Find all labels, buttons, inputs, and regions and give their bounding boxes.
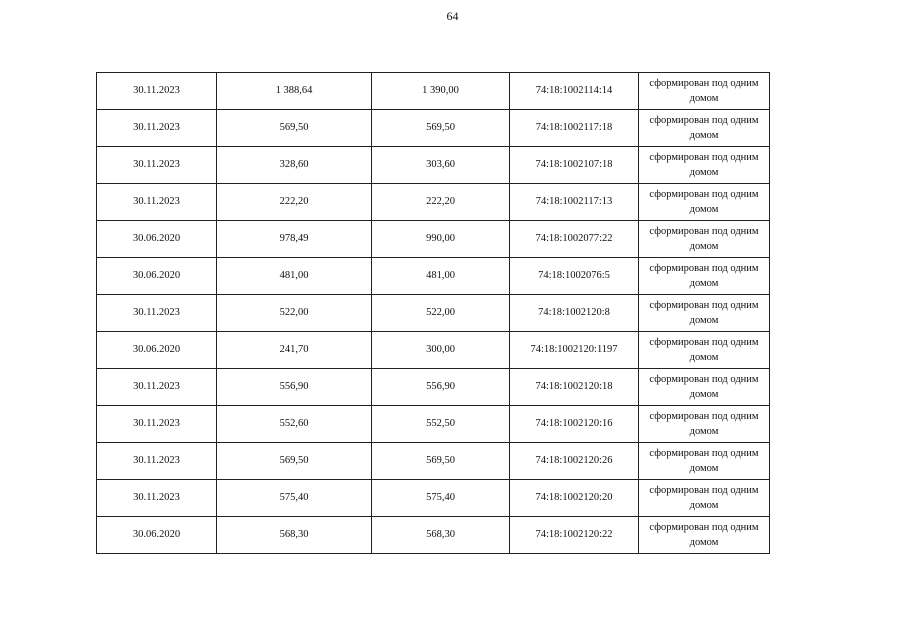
table-row [97, 332, 770, 369]
area-b-cell: 1 390,00 [372, 73, 510, 110]
status-cell: сформирован под одним домом [639, 332, 770, 369]
date-cell: 30.11.2023 [97, 184, 217, 221]
table-body [97, 73, 770, 554]
area-a-cell: 568,30 [217, 517, 372, 554]
date-cell: 30.11.2023 [97, 443, 217, 480]
area-a-cell: 1 388,64 [217, 73, 372, 110]
data-table [96, 72, 770, 554]
table-row [97, 110, 770, 147]
area-b-cell: 569,50 [372, 443, 510, 480]
status-cell: сформирован под одним домом [639, 480, 770, 517]
table-row [97, 443, 770, 480]
date-cell: 30.06.2020 [97, 221, 217, 258]
area-b-cell: 481,00 [372, 258, 510, 295]
table-row [97, 369, 770, 406]
cadastral-number-cell: 74:18:1002120:16 [510, 406, 639, 443]
date-cell: 30.11.2023 [97, 73, 217, 110]
date-cell: 30.06.2020 [97, 332, 217, 369]
area-a-cell: 522,00 [217, 295, 372, 332]
cadastral-number-cell: 74:18:1002120:8 [510, 295, 639, 332]
status-cell: сформирован под одним домом [639, 184, 770, 221]
area-b-cell: 556,90 [372, 369, 510, 406]
area-a-cell: 481,00 [217, 258, 372, 295]
area-b-cell: 568,30 [372, 517, 510, 554]
table-row [97, 406, 770, 443]
date-cell: 30.11.2023 [97, 147, 217, 184]
cadastral-number-cell: 74:18:1002120:20 [510, 480, 639, 517]
table-row [97, 295, 770, 332]
area-a-cell: 552,60 [217, 406, 372, 443]
date-cell: 30.11.2023 [97, 110, 217, 147]
page-number: 64 [446, 9, 459, 23]
area-b-cell: 303,60 [372, 147, 510, 184]
table-row [97, 147, 770, 184]
area-a-cell: 569,50 [217, 110, 372, 147]
status-cell: сформирован под одним домом [639, 369, 770, 406]
area-a-cell: 556,90 [217, 369, 372, 406]
table-row [97, 517, 770, 554]
cadastral-number-cell: 74:18:1002077:22 [510, 221, 639, 258]
area-b-cell: 522,00 [372, 295, 510, 332]
cadastral-number-cell: 74:18:1002120:26 [510, 443, 639, 480]
cadastral-number-cell: 74:18:1002120:22 [510, 517, 639, 554]
area-b-cell: 990,00 [372, 221, 510, 258]
area-a-cell: 569,50 [217, 443, 372, 480]
cadastral-number-cell: 74:18:1002076:5 [510, 258, 639, 295]
table-row [97, 221, 770, 258]
date-cell: 30.11.2023 [97, 369, 217, 406]
date-cell: 30.06.2020 [97, 517, 217, 554]
cadastral-number-cell: 74:18:1002114:14 [510, 73, 639, 110]
status-cell: сформирован под одним домом [639, 221, 770, 258]
date-cell: 30.11.2023 [97, 295, 217, 332]
status-cell: сформирован под одним домом [639, 73, 770, 110]
cadastral-number-cell: 74:18:1002117:18 [510, 110, 639, 147]
date-cell: 30.11.2023 [97, 406, 217, 443]
area-a-cell: 978,49 [217, 221, 372, 258]
date-cell: 30.06.2020 [97, 258, 217, 295]
cadastral-number-cell: 74:18:1002120:18 [510, 369, 639, 406]
date-cell: 30.11.2023 [97, 480, 217, 517]
area-a-cell: 328,60 [217, 147, 372, 184]
area-a-cell: 241,70 [217, 332, 372, 369]
status-cell: сформирован под одним домом [639, 406, 770, 443]
area-b-cell: 569,50 [372, 110, 510, 147]
area-b-cell: 300,00 [372, 332, 510, 369]
cadastral-number-cell: 74:18:1002117:13 [510, 184, 639, 221]
area-a-cell: 575,40 [217, 480, 372, 517]
status-cell: сформирован под одним домом [639, 517, 770, 554]
status-cell: сформирован под одним домом [639, 443, 770, 480]
table-row [97, 184, 770, 221]
status-cell: сформирован под одним домом [639, 110, 770, 147]
area-b-cell: 552,50 [372, 406, 510, 443]
status-cell: сформирован под одним домом [639, 258, 770, 295]
status-cell: сформирован под одним домом [639, 295, 770, 332]
area-b-cell: 575,40 [372, 480, 510, 517]
table-row [97, 480, 770, 517]
table-row [97, 73, 770, 110]
table-row [97, 258, 770, 295]
area-b-cell: 222,20 [372, 184, 510, 221]
cadastral-number-cell: 74:18:1002107:18 [510, 147, 639, 184]
cadastral-number-cell: 74:18:1002120:1197 [510, 332, 639, 369]
area-a-cell: 222,20 [217, 184, 372, 221]
status-cell: сформирован под одним домом [639, 147, 770, 184]
